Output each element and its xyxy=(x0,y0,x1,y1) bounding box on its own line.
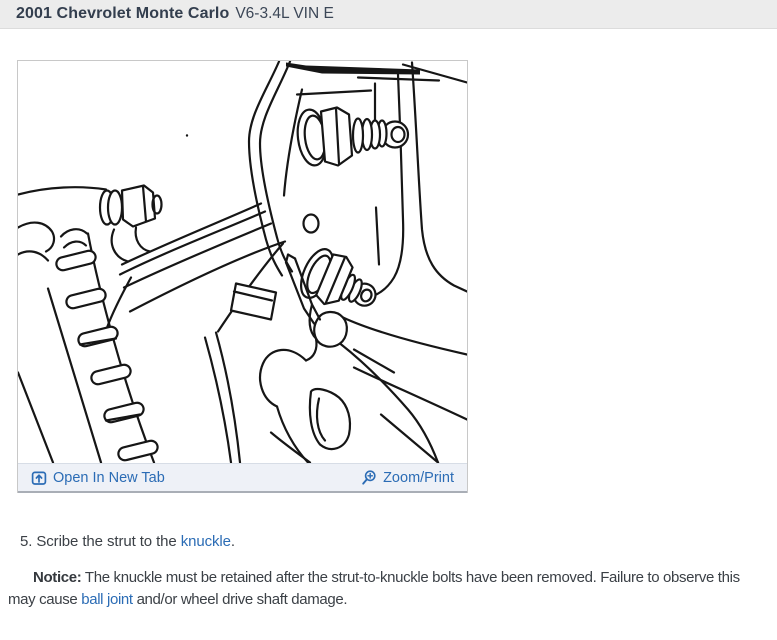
notice-paragraph xyxy=(8,567,765,611)
page-header xyxy=(0,0,777,29)
zoom-print-icon xyxy=(361,470,377,486)
vehicle-engine: V6-3.4L VIN E xyxy=(235,5,334,22)
notice-label: Notice: xyxy=(33,569,82,586)
vehicle-title: 2001 Chevrolet Monte Carlo xyxy=(16,5,230,22)
notice-text-2: and/or wheel drive shaft damage. xyxy=(132,591,348,608)
open-in-new-tab-link[interactable] xyxy=(31,470,165,486)
open-in-new-tab-label: Open In New Tab xyxy=(53,469,165,486)
step-5-prefix: 5. Scribe the strut to the xyxy=(20,533,181,550)
notice-text-1: The knuckle must be retained after the strut-to-knuckle bolts have been removed. Failure to observe this may cause xyxy=(8,569,740,608)
step-5-suffix: . xyxy=(230,533,235,550)
open-in-new-tab-icon xyxy=(31,470,47,486)
ball-joint-link[interactable]: ball joint xyxy=(81,591,133,608)
figure-panel xyxy=(17,60,468,493)
illustration-strokes xyxy=(18,62,467,463)
zoom-print-label: Zoom/Print xyxy=(383,469,454,486)
step-5-text xyxy=(20,533,777,550)
strut-knuckle-illustration xyxy=(18,61,467,463)
knuckle-link[interactable]: knuckle xyxy=(180,533,231,550)
zoom-print-link[interactable] xyxy=(361,470,454,486)
figure-toolbar xyxy=(18,463,467,493)
